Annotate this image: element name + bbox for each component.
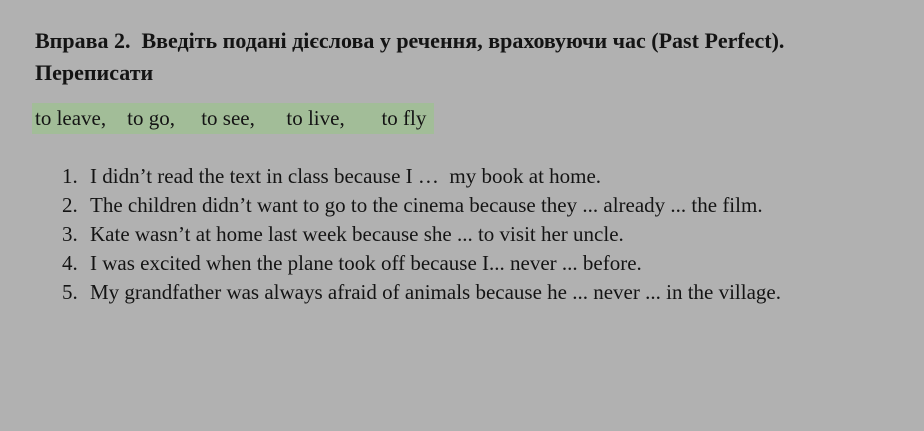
list-item-text: I didn’t read the text in class because I … my book at home. — [90, 164, 602, 188]
exercise-heading — [35, 25, 784, 89]
list-item-text: The children didn’t want to go to the cinema because they ... already ... the film. — [90, 193, 763, 217]
list-item-text: My grandfather was always afraid of animals because he ... never ... in the village. — [90, 280, 781, 304]
list-item — [62, 191, 781, 220]
list-item — [62, 278, 781, 307]
list-item — [62, 220, 781, 249]
verb-bank-row — [32, 103, 434, 134]
list-item-number: 1. — [62, 164, 78, 188]
list-item-text: I was excited when the plane took off because I... never ... before. — [90, 251, 642, 275]
exercise-heading-line-1: Вправа 2. Введіть подані дієслова у речення, враховуючи час (Past Perfect). — [35, 28, 785, 53]
list-item-number: 2. — [62, 193, 78, 217]
list-item-number: 5. — [62, 280, 78, 304]
list-item-number: 3. — [62, 222, 78, 246]
list-item-text: Kate wasn’t at home last week because she ... to visit her uncle. — [90, 222, 624, 246]
list-item-number: 4. — [62, 251, 78, 275]
list-item — [62, 162, 781, 191]
sentence-list — [62, 162, 781, 307]
list-item — [62, 249, 781, 278]
verb-bank-highlight: to leave, to go, to see, to live, to fly — [32, 103, 434, 134]
exercise-heading-line-2: Переписати — [35, 60, 154, 85]
